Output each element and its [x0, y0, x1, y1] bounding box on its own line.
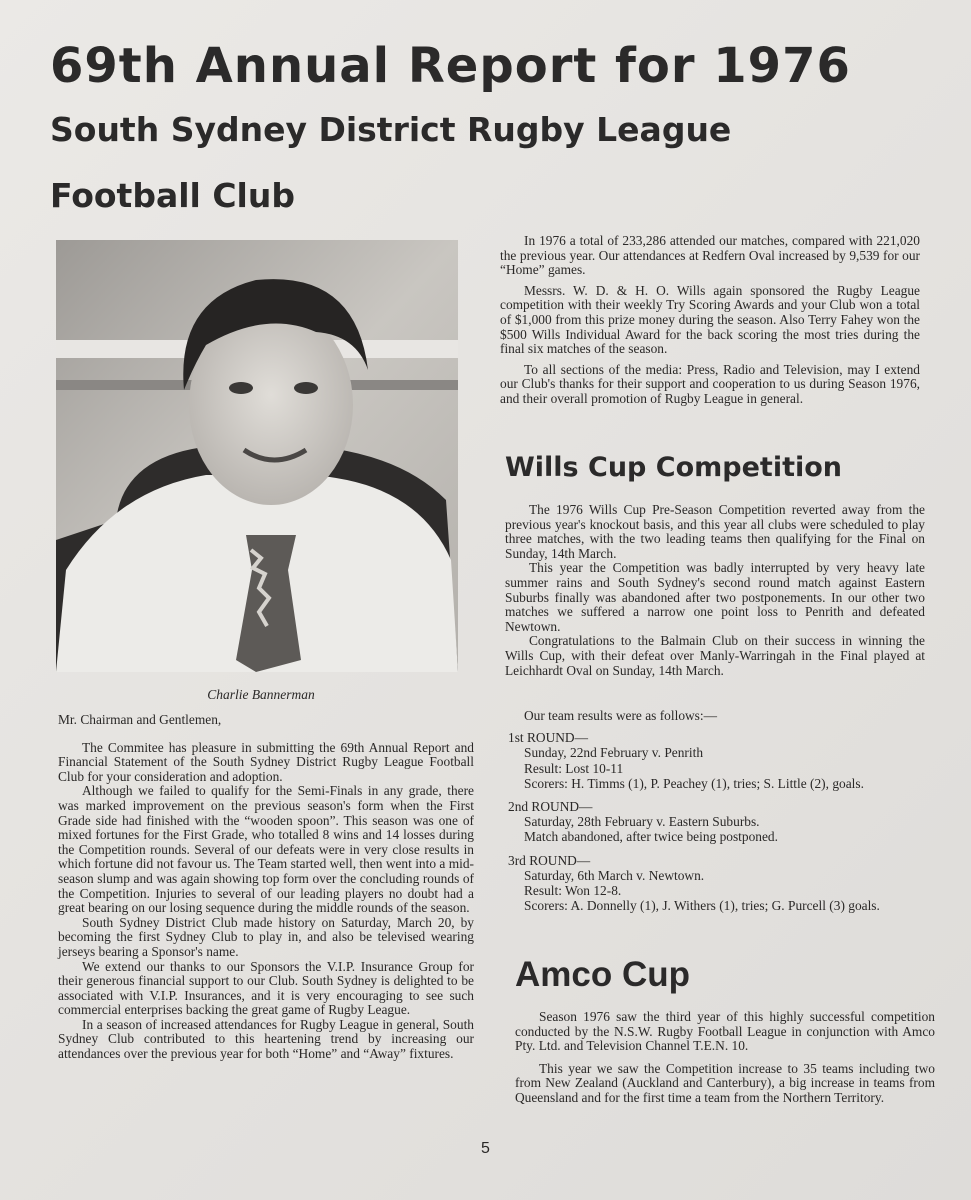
results-intro: Our team results were as follows:— [524, 708, 718, 723]
photo-caption: Charlie Bannerman [207, 687, 315, 702]
page-number: 5 [481, 1140, 490, 1157]
result-line: Scorers: A. Donnelly (1), J. Withers (1), tries; G. Purcell (3) goals. [524, 898, 880, 914]
round-block [508, 730, 933, 791]
paragraph: This year the Competition was badly interrupted by very heavy late summer rains and South Sydney's second round match against Eastern Suburbs finally was abandoned after two postponements. In our other two matches we suffered a narrow one point loss to Penrith and defeated Newtown. [505, 560, 925, 634]
paragraph: To all sections of the media: Press, Radio and Television, may I extend our Club's thanks for their support and cooperation to us during Season 1976, and their overall promotion of Rugby League in general. [500, 361, 920, 406]
result-line: Saturday, 28th February v. Eastern Suburbs. [524, 814, 760, 830]
paragraph: In a season of increased attendances for Rugby League in general, South Sydney Club contributed to this heartening trend by increasing our attendances over the previous year for both “Home” and “Away” fixtures. [58, 1016, 474, 1062]
result-line: Result: Lost 10-11 [524, 760, 624, 776]
paragraph: The 1976 Wills Cup Pre-Season Competition reverted away from the previous year's knockout basis, and this year all clubs were scheduled to play three matches, with the two leading teams then qualifying for the Final on Sunday, 14th March. [505, 502, 925, 561]
paragraph: Season 1976 saw the third year of this highly successful competition conducted by the N.S.W. Rugby Football League in conjunction with Amco Pty. Ltd. and Television Channel T.E.N. 10. [515, 1009, 935, 1054]
round-block [508, 799, 933, 845]
club-name-line2: Football Club [50, 176, 295, 215]
portrait-photo [56, 240, 458, 672]
paragraph: We extend our thanks to our Sponsors the V.I.P. Insurance Group for their generous financial support to our Club. South Sydney is delighted to be associated with V.I.P. Insurances, and it is very encouraging to see such commercial enterprises backing the great game of Rugby League. [58, 958, 474, 1018]
result-line: Result: Won 12-8. [524, 883, 622, 899]
wills-cup-heading: Wills Cup Competition [505, 452, 843, 483]
result-line: Saturday, 6th March v. Newtown. [524, 867, 705, 883]
portrait-illustration [56, 240, 458, 672]
paragraph: In 1976 a total of 233,286 attended our matches, compared with 221,020 the previous year. Our attendances at Redfern Oval increased by 9,539 for our “Home” games. [500, 233, 920, 278]
round-label: 2nd ROUND— [508, 799, 593, 815]
salutation: Mr. Chairman and Gentlemen, [58, 712, 222, 727]
paragraph: The Commitee has pleasure in submitting the 69th Annual Report and Financial Statement of the South Sydney District Rugby League Football Club for your consideration and adoption. [58, 739, 474, 784]
amco-cup-heading: Amco Cup [515, 955, 690, 994]
wills-cup-text [505, 503, 925, 678]
left-column [58, 713, 474, 1062]
team-results [508, 708, 933, 913]
club-name-line1: South Sydney District Rugby League [50, 110, 732, 149]
round-label: 1st ROUND— [508, 730, 588, 746]
round-label: 3rd ROUND— [508, 852, 591, 868]
right-column-intro [500, 234, 920, 407]
paragraph: South Sydney District Club made history on Saturday, March 20, by becoming the first Sydney Club to play in, and also be televised wearing jerseys bearing a Sponsor's name. [58, 914, 474, 959]
paragraph: Congratulations to the Balmain Club on their success in winning the Wills Cup, with their defeat over Manly-Warringah in the Final played at Leichhardt Oval on Sunday, 14th March. [505, 633, 925, 678]
paragraph: This year we saw the Competition increase to 35 teams including two from New Zealand (Auckland and Canterbury), a big increase in teams from Queensland and for the first time a team from the Northern Territory. [515, 1060, 935, 1105]
result-line: Sunday, 22nd February v. Penrith [524, 745, 704, 761]
report-title: 69th Annual Report for 1976 [50, 38, 851, 94]
result-line: Scorers: H. Timms (1), P. Peachey (1), tries; S. Little (2), goals. [524, 775, 864, 791]
amco-cup-text [515, 1010, 935, 1106]
paragraph: Although we failed to qualify for the Semi-Finals in any grade, there was marked improvement on the previous season's form when the First Grade side had finished with the “wooden spoon”. This season was one of mixed fortunes for the First Grade, who totalled 8 wins and 14 losses during the Competition rounds. Several of our defeats were in very close results in which fortune did not favour us. The Team started well, then went into a mid-season slump and was again showing top form over the concluding rounds of the Competition. Injuries to several of our leading players no doubt had a great bearing on our losing sequence during the middle rounds of the season. [58, 783, 474, 916]
paragraph: Messrs. W. D. & H. O. Wills again sponsored the Rugby League competition with their weekly Try Scoring Awards and your Club won a total of $1,000 from this prize money during the season. Also Terry Fahey won the $500 Wills Individual Award for the back scoring the most tries during the final six matches of the season. [500, 282, 920, 357]
result-line: Match abandoned, after twice being postponed. [524, 829, 778, 845]
round-block [508, 853, 933, 914]
